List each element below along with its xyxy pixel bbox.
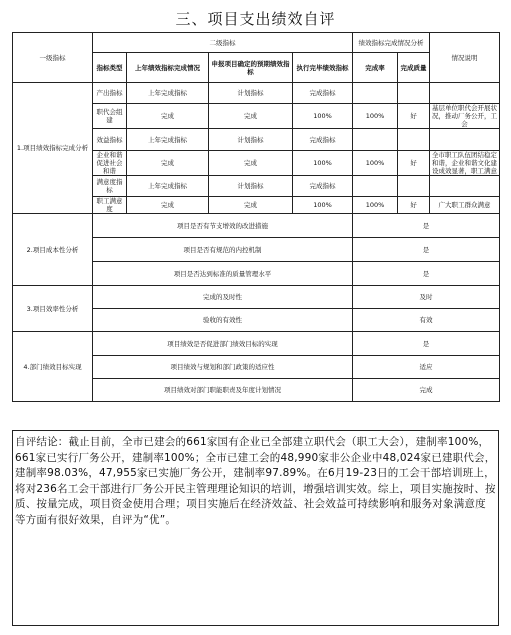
evaluation-table: [12, 32, 500, 402]
row-annual: 完成: [127, 151, 209, 176]
table-row: [13, 286, 500, 309]
row-actual: 完成指标: [293, 83, 353, 104]
row-rate: 100%: [353, 151, 398, 176]
row-annual: 上年完成指标: [127, 83, 209, 104]
row-rate: 100%: [353, 104, 398, 129]
row-quality: 好: [398, 104, 430, 129]
row-actual: 100%: [293, 104, 353, 129]
table-row: [13, 332, 500, 356]
row-annual: 上年完成指标: [127, 176, 209, 197]
row-quality: 好: [398, 197, 430, 214]
conclusion-text: 自评结论：截止目前，全市已建会的661家国有企业已全部建立职代会（职工大会），建制率100%，661家已实行厂务公开，建制率100%；全市已建工会的48,990家非公企业中48,024家已建职代会，建制率98.03%，47,955家已实施厂务公开，建制率97.89%。在6月19-23日的工会干部培训班上，将对236名工会干部进行厂务公开民主管理理论知识的培训，增强培训实效。综上，项目实施按时、按质、按量完成，项目资金使用合理；项目实施后在经济效益、社会效益可持续影响和服务对象满意度等方面有很好效果，自评为“优”。: [12, 430, 499, 626]
section2-label: 2.项目成本性分析: [13, 214, 93, 286]
row-value: 及时: [353, 286, 500, 309]
row-type: 效益指标: [93, 129, 127, 151]
row-type: 企业和谐促进社会和谐: [93, 151, 127, 176]
table-row: [13, 83, 500, 104]
row-approved: 计划指标: [209, 129, 293, 151]
row-actual: 100%: [293, 197, 353, 214]
row-value: 是: [353, 332, 500, 356]
row-note: [430, 129, 500, 151]
row-quality: [398, 129, 430, 151]
header-approved-target: 申报项目确定的预期绩效指标: [209, 53, 293, 83]
header-actual: 执行完毕绩效指标: [293, 53, 353, 83]
header-indicator-type: 指标类型: [93, 53, 127, 83]
row-item: 项目绩效对部门职能职责及年度计划情况: [93, 379, 353, 402]
row-rate: [353, 176, 398, 197]
row-item: 项目是否达到标准的质量管理水平: [93, 262, 353, 286]
section3-label: 3.项目效率性分析: [13, 286, 93, 332]
header-level1: 一级指标: [13, 33, 93, 83]
row-item: 项目绩效与规划和部门政策的适应性: [93, 356, 353, 379]
row-note: 广大职工群众满意: [430, 197, 500, 214]
row-approved: 完成: [209, 104, 293, 129]
page-title: 三、项目支出绩效自评: [175, 10, 336, 28]
row-item: 完成的及时性: [93, 286, 353, 309]
row-rate: 100%: [353, 197, 398, 214]
row-actual: 完成指标: [293, 129, 353, 151]
header-level2: 二级指标: [93, 33, 353, 53]
row-annual: 完成: [127, 197, 209, 214]
row-approved: 计划指标: [209, 83, 293, 104]
row-annual: 完成: [127, 104, 209, 129]
row-actual: 100%: [293, 151, 353, 176]
row-actual: 完成指标: [293, 176, 353, 197]
row-value: 是: [353, 214, 500, 238]
row-note: 基层单位职代会开展状况，推动厂务公开，工会: [430, 104, 500, 129]
row-quality: [398, 83, 430, 104]
row-value: 是: [353, 262, 500, 286]
row-approved: 完成: [209, 197, 293, 214]
row-item: 项目是否有规范的内控机制: [93, 238, 353, 262]
row-quality: [398, 176, 430, 197]
row-item: 验收的有效性: [93, 309, 353, 332]
row-value: 有效: [353, 309, 500, 332]
header-annual-target: 上年绩效指标完成情况: [127, 53, 209, 83]
row-value: 是: [353, 238, 500, 262]
row-note: 全市职工队伍团结稳定和谐，企业和谐文化建设成效显著，职工满意: [430, 151, 500, 176]
row-annual: 上年完成指标: [127, 129, 209, 151]
header-quality: 完成质量: [398, 53, 430, 83]
row-type: 职代会组建: [93, 104, 127, 129]
row-rate: [353, 129, 398, 151]
row-approved: 完成: [209, 151, 293, 176]
section1-label: 1.项目绩效指标完成分析: [13, 83, 93, 214]
row-value: 完成: [353, 379, 500, 402]
row-note: [430, 176, 500, 197]
row-rate: [353, 83, 398, 104]
header-completion-rate: 完成率: [353, 53, 398, 83]
section4-label: 4.部门绩效目标实现: [13, 332, 93, 402]
row-quality: 好: [398, 151, 430, 176]
row-item: 项目绩效是否促进部门绩效目标的实现: [93, 332, 353, 356]
header-notes: 情况说明: [430, 33, 500, 83]
header-completion-group: 绩效指标完成情况分析: [353, 33, 430, 53]
row-item: 项目是否有节支增效的改进措施: [93, 214, 353, 238]
row-type: 产出指标: [93, 83, 127, 104]
row-approved: 计划指标: [209, 176, 293, 197]
table-row: [13, 214, 500, 238]
row-type: 满意度指标: [93, 176, 127, 197]
row-value: 适应: [353, 356, 500, 379]
row-note: [430, 83, 500, 104]
row-type: 职工满意度: [93, 197, 127, 214]
